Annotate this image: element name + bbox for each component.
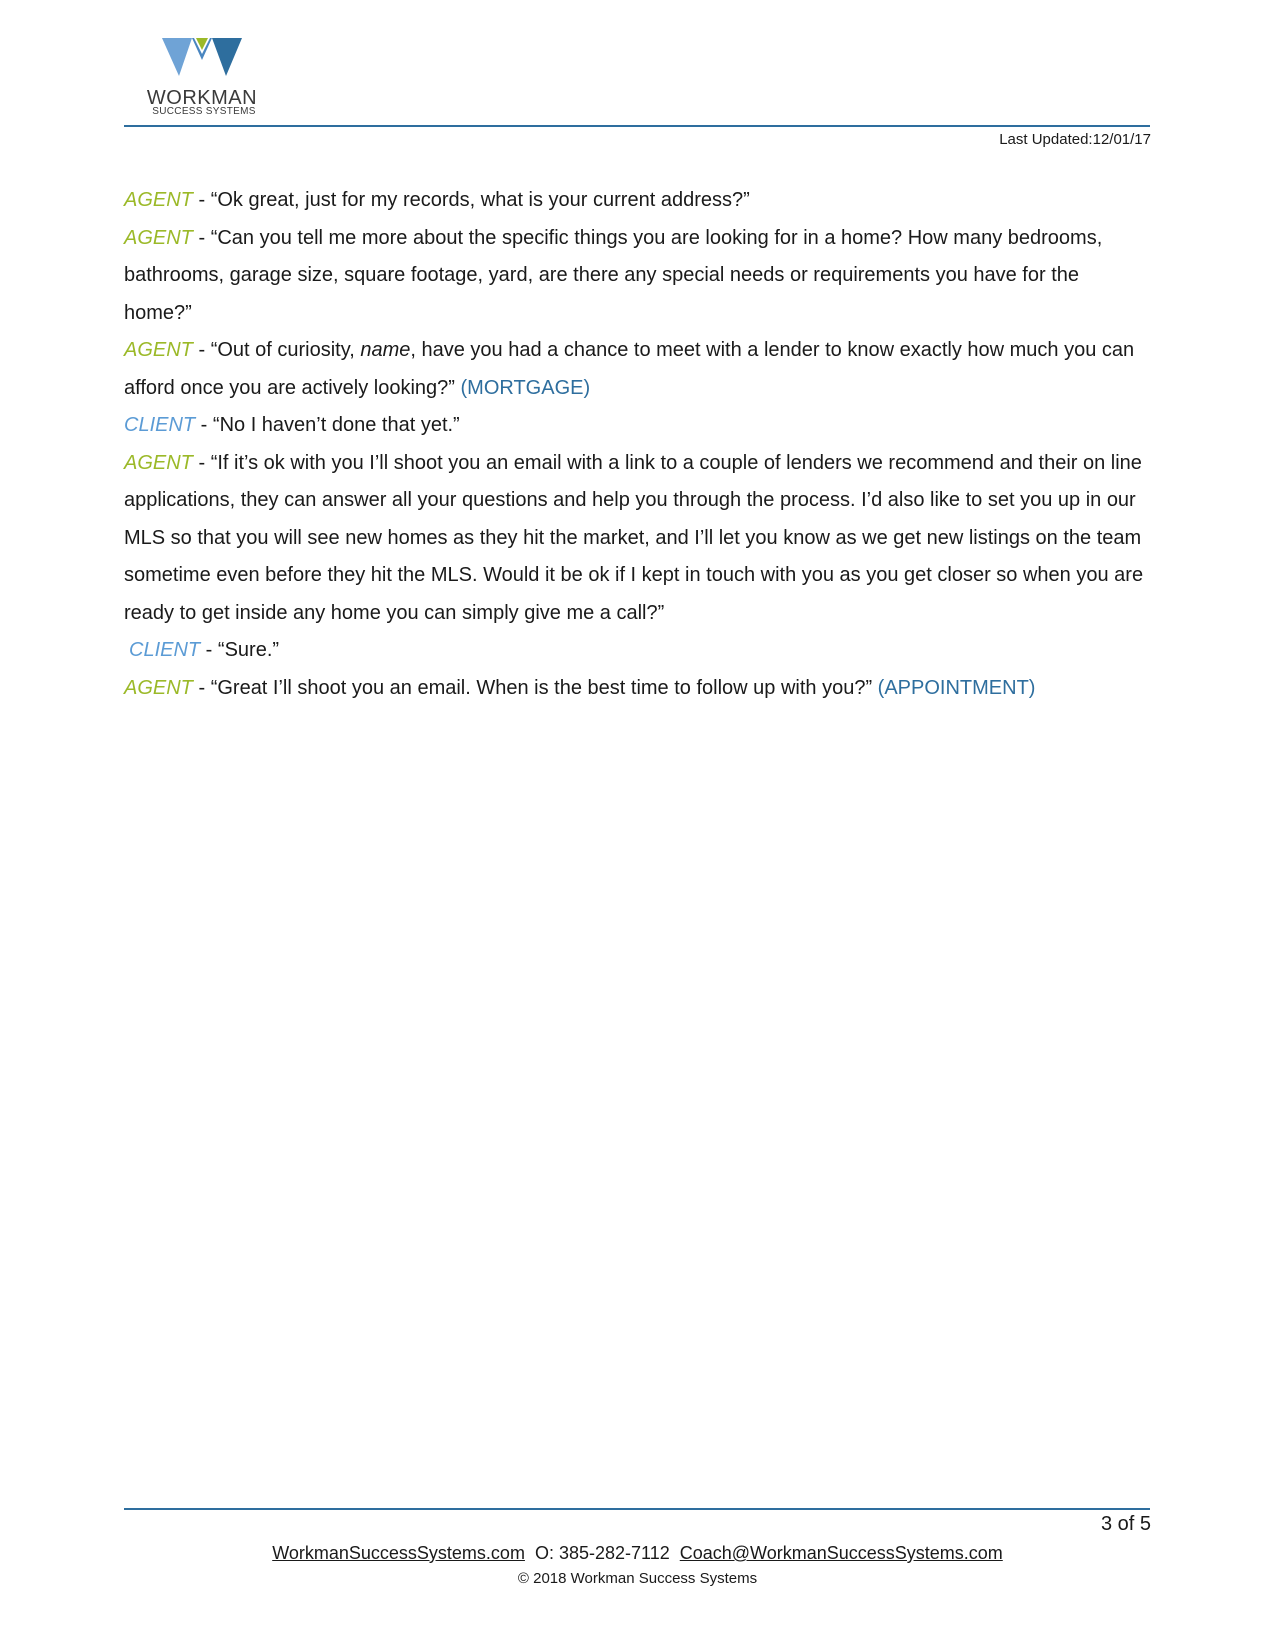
speaker-separator: - (192, 226, 211, 249)
line-emphasis: name (360, 339, 411, 361)
speaker-label: AGENT (124, 339, 193, 361)
header-divider (124, 125, 1150, 127)
speaker-label: AGENT (124, 676, 193, 699)
footer-divider (124, 1508, 1150, 1510)
speaker-label: AGENT (124, 451, 193, 474)
logo-subtitle: SUCCESS SYSTEMS (152, 106, 256, 117)
footer-contact (0, 1543, 1275, 1564)
script-dialogue (124, 182, 1150, 707)
speaker-separator: - (195, 414, 213, 436)
logo-name: WORKMAN (146, 87, 258, 109)
speaker-separator: - (200, 639, 218, 661)
speaker-separator: - (192, 451, 211, 474)
dialogue-line (124, 220, 1150, 333)
page-number: 3 of 5 (1100, 1513, 1151, 1535)
email-link[interactable]: Coach@WorkmanSuccessSystems.com (679, 1543, 1003, 1563)
workman-w-logo-icon (162, 36, 244, 80)
dialogue-line (124, 632, 1150, 670)
speaker-label: AGENT (124, 189, 193, 211)
line-text: “Ok great, just for my records, what is your current address?” (210, 189, 750, 211)
speaker-separator: - (192, 189, 211, 211)
line-text: “Can you tell me more about the specific things you are looking for in a home? How many bedrooms, bathrooms, garage size, square footage, yard, are there any special needs or requirements you have for the home?” (124, 226, 1103, 324)
dialogue-line (124, 407, 1150, 445)
phone-number: O: 385-282-7112 (534, 1543, 670, 1563)
speaker-label: CLIENT (129, 639, 201, 661)
speaker-separator: - (192, 339, 211, 361)
speaker-label: CLIENT (124, 414, 196, 436)
line-text: “If it’s ok with you I’ll shoot you an email with a link to a couple of lenders we recommend and their on line applications, they can answer all your questions and help you through the process. I’d also like to set you up in our MLS so that you will see new homes as they hit the market, and I’ll let you know as we get new listings on the team sometime even before they hit the MLS. Would it be ok if I kept in touch with you as you get closer so when you are ready to get inside any home you can simply give me a call?” (124, 451, 1144, 624)
copyright: © 2018 Workman Success Systems (517, 1570, 758, 1587)
stage-tag-mortgage: (MORTGAGE) (460, 376, 591, 399)
line-text: “Great I’ll shoot you an email. When is the best time to follow up with you?” (210, 676, 878, 699)
dialogue-line (124, 182, 1150, 220)
line-text: , have you had a chance to meet with a lender to know exactly how much you can afford once you are actively looking?” (124, 339, 1135, 399)
dialogue-line (124, 445, 1150, 633)
line-text: “Sure.” (217, 639, 280, 661)
speaker-label: AGENT (124, 226, 193, 249)
dialogue-line (124, 670, 1150, 708)
speaker-separator: - (192, 676, 211, 699)
line-text: “No I haven’t done that yet.” (212, 414, 460, 436)
line-text: “Out of curiosity, (210, 339, 361, 361)
last-updated: Last Updated:12/01/17 (999, 131, 1151, 148)
stage-tag-appointment: (APPOINTMENT) (877, 676, 1036, 699)
website-link[interactable]: WorkmanSuccessSystems.com (272, 1543, 525, 1563)
company-logo (138, 36, 278, 120)
dialogue-line (124, 332, 1150, 407)
